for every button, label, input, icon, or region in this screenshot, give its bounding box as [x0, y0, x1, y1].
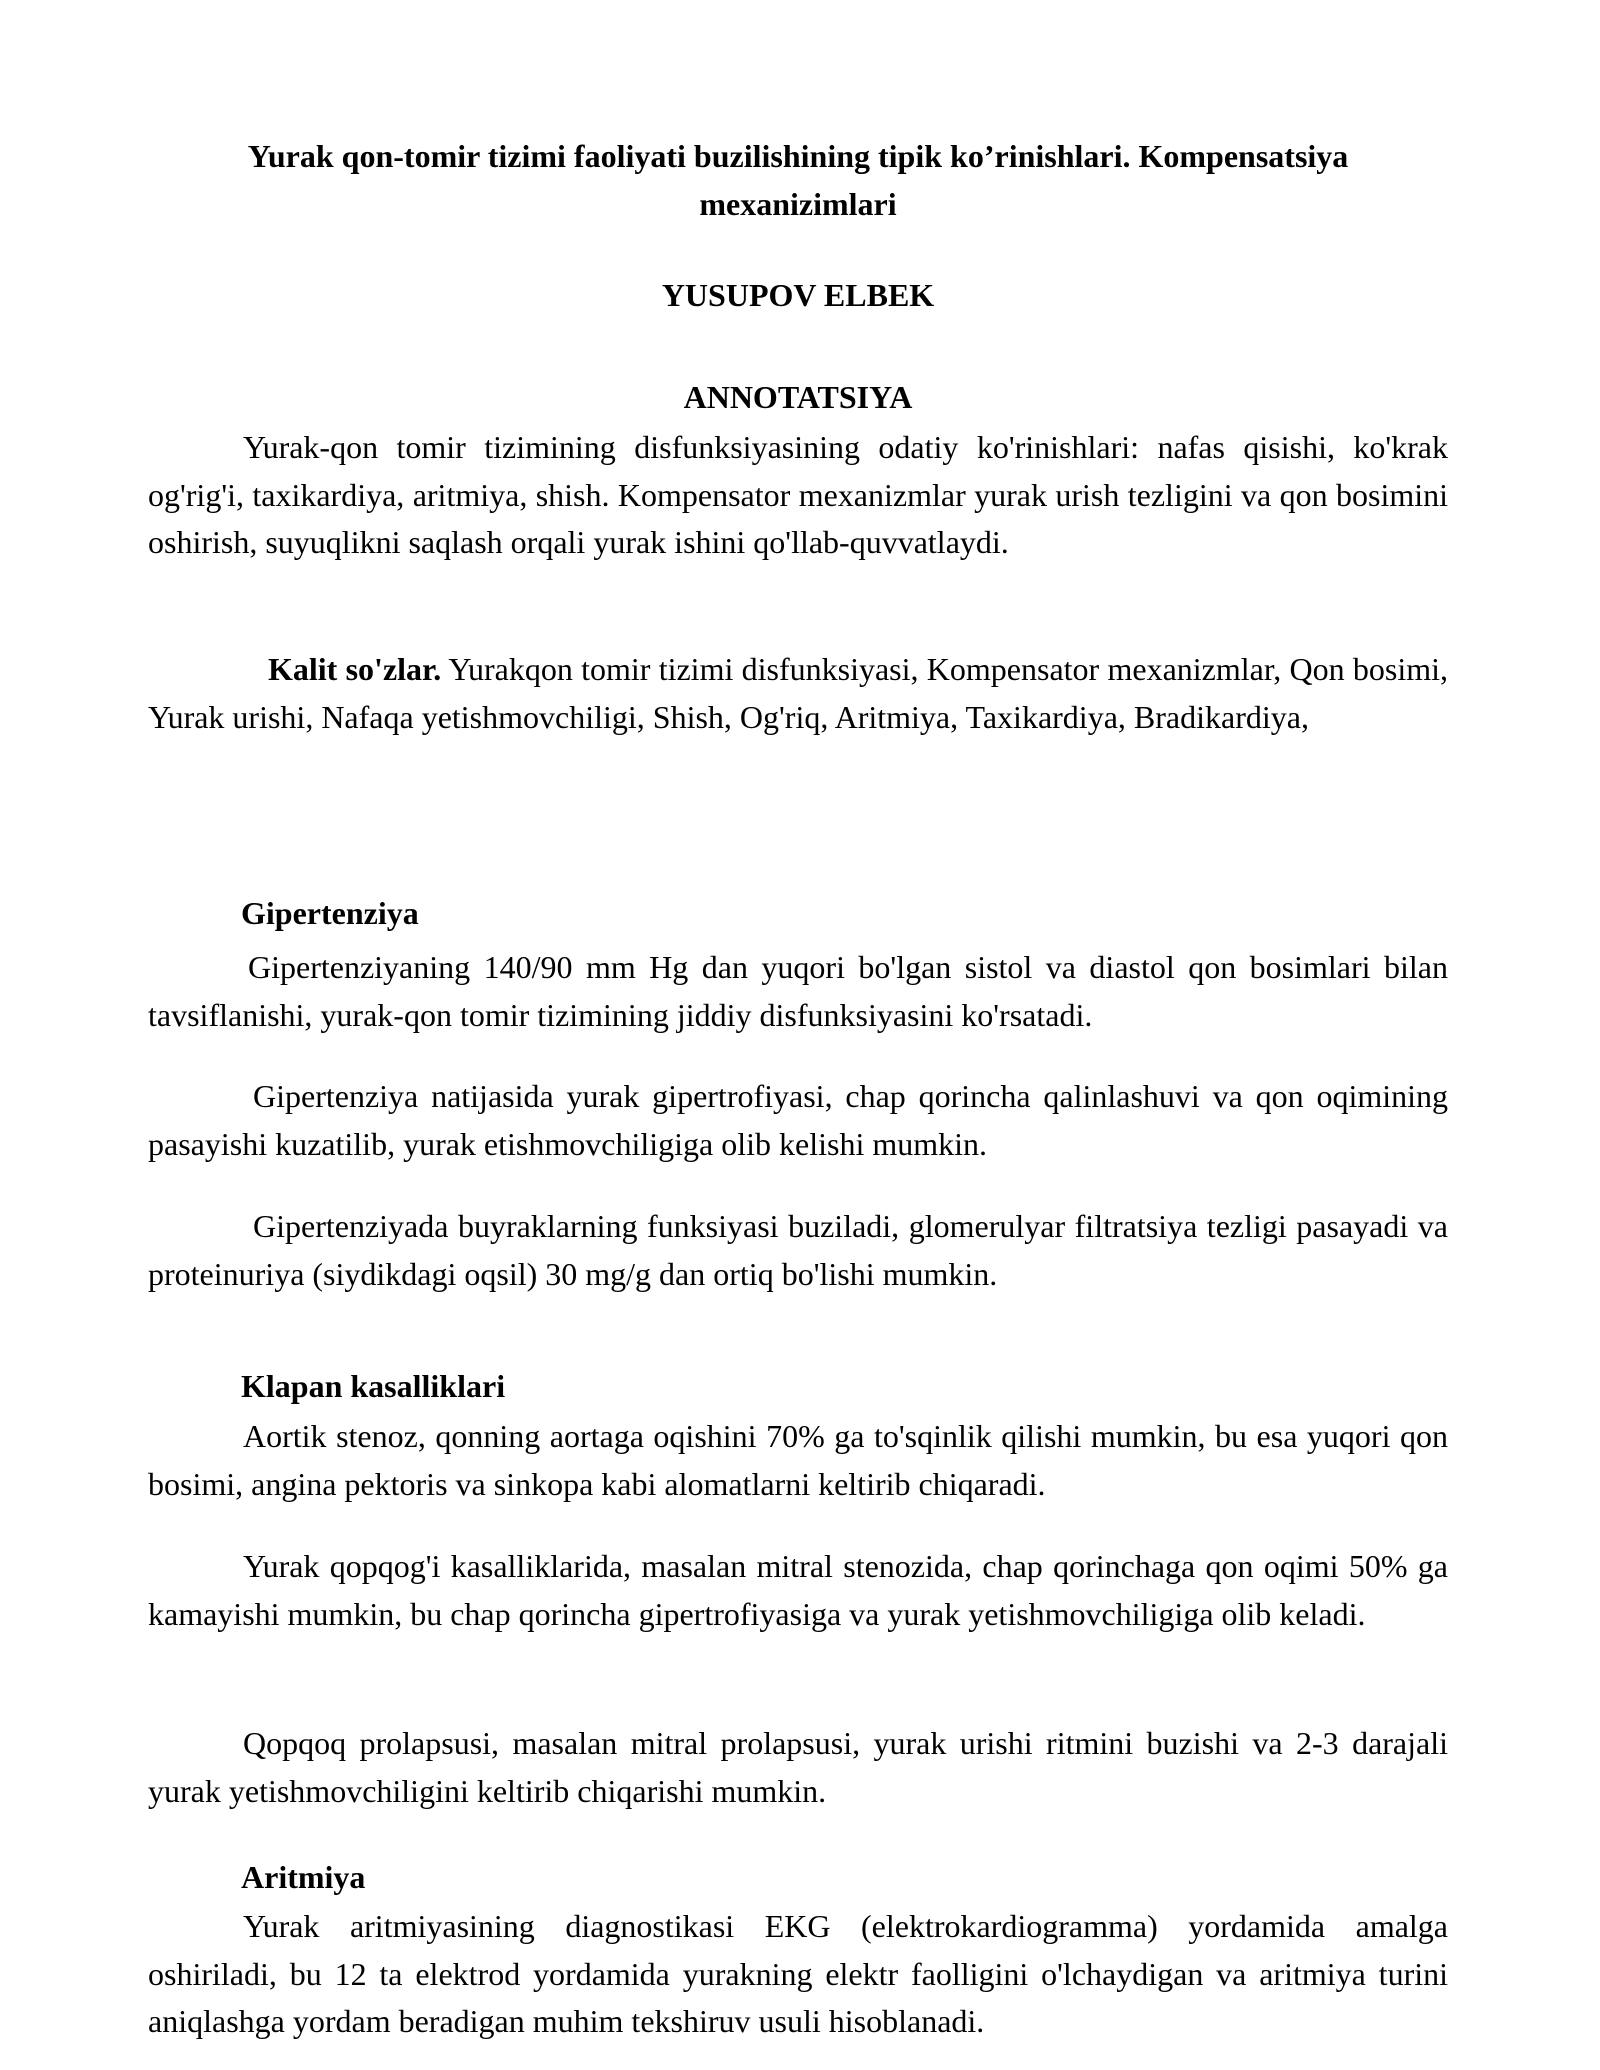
paragraph: Yurak aritmiyasining diagnostikasi EKG (elektrokardiogramma) yordamida amalga oshiriladi, bu 12 ta elektrod yordamida yurakning elektr faolligini o'lchaydigan va aritmiya turini aniqlashga yordam beradigan muhim tekshiruv usuli hisoblanadi.: [148, 1908, 1448, 2039]
keywords-text: Yurakqon tomir tizimi disfunksiyasi, Kompensator mexanizmlar, Qon bosimi, Yurak urishi, Nafaqa yetishmovchiligi, Shish, Og'riq, Aritmiya, Taxikardiya, Bradikardiya,: [148, 651, 1449, 735]
paragraph: Qopqoq prolapsusi, masalan mitral prolapsusi, yurak urishi ritmini buzishi va 2-3 darajali yurak yetishmovchiligini keltirib chiqarishi mumkin.: [148, 1725, 1448, 1809]
keywords-label: Kalit so'zlar.: [268, 651, 442, 687]
keywords-paragraph: [148, 646, 1448, 741]
paragraph: Gipertenziyada buyraklarning funksiyasi buziladi, glomerulyar filtratsiya tezligi pasayadi va proteinuriya (siydikdagi oqsil) 30 mg/g dan ortiq bo'lishi mumkin.: [148, 1208, 1448, 1292]
paragraph: Aortik stenoz, qonning aortaga oqishini 70% ga to'sqinlik qilishi mumkin, bu esa yuqori qon bosimi, angina pektoris va sinkopa kabi alomatlarni keltirib chiqaradi.: [148, 1418, 1448, 1502]
annotation-heading: ANNOTATSIYA: [683, 379, 913, 415]
document-title: Yurak qon-tomir tizimi faoliyati buzilishining tipik ko’rinishlari. Kompensatsiya mexanizimlari: [247, 138, 1349, 222]
paragraph: Yurak qopqog'i kasalliklarida, masalan mitral stenozida, chap qorinchaga qon oqimi 50% ga kamayishi mumkin, bu chap qorincha gipertrofiyasiga va yurak yetishmovchiligiga olib keladi.: [148, 1548, 1448, 1632]
paragraph: Gipertenziyaning 140/90 mm Hg dan yuqori bo'lgan sistol va diastol qon bosimlari bilan tavsiflanishi, yurak-qon tomir tizimining jiddiy disfunksiyasini ko'rsatadi.: [148, 949, 1448, 1033]
section-heading-aritmiya: Aritmiya: [241, 1859, 366, 1895]
section-heading-klapan-kasalliklari: Klapan kasalliklari: [241, 1368, 506, 1404]
annotation-paragraph: Yurak-qon tomir tizimining disfunksiyasining odatiy ko'rinishlari: nafas qisishi, ko'krak og'rig'i, taxikardiya, aritmiya, shish. Kompensator mexanizmlar yurak urish tezligini va qon bosimini oshirish, suyuqlikni saqlash orqali yurak ishini qo'llab-quvvatlaydi.: [148, 429, 1448, 560]
section-heading-gipertenziya: Gipertenziya: [241, 895, 419, 931]
author-name: YUSUPOV ELBEK: [661, 277, 935, 313]
paragraph: Gipertenziya natijasida yurak gipertrofiyasi, chap qorincha qalinlashuvi va qon oqimining pasayishi kuzatilib, yurak etishmovchiligiga olib kelishi mumkin.: [148, 1078, 1448, 1162]
